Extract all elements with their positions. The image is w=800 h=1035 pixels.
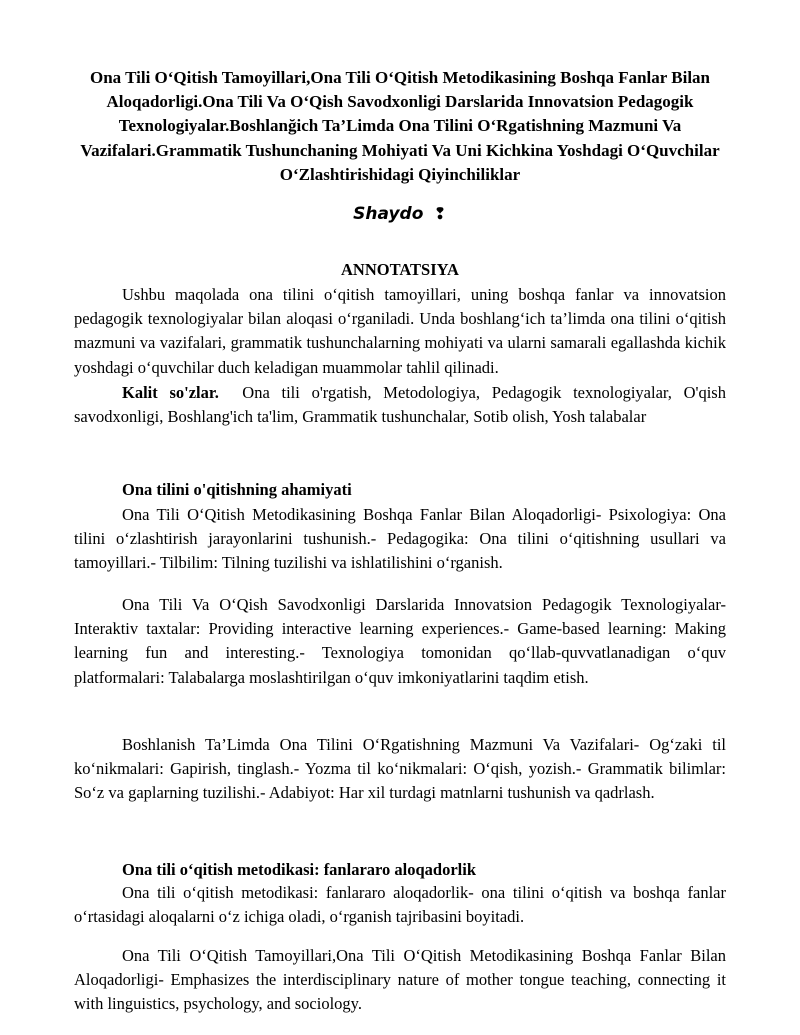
section1-paragraph-1: Ona Tili O‘Qitish Metodikasining Boshqa Fanlar Bilan Aloqadorligi- Psixologiya: Ona tilini o‘zlashtirish jarayonlarini tushunish.- Pedagogika: Ona tilini o‘qitishning usullari va tamoyillari.- Tilbilim: Tilning tuzilishi va ishlatilishini o‘rganish. — [74, 505, 726, 573]
section-heading-methodology: Ona tili o‘qitish metodikasi: fanlararo aloqadorlik — [122, 860, 477, 879]
section1-paragraph-2: Ona Tili Va O‘Qish Savodxonligi Darslarida Innovatsion Pedagogik Texnologiyalar- Interaktiv taxtalar: Providing interactive learning experiences.- Game-based learning: Making learning fun and interesting.- Texnologiya tomonidan qo‘llab-quvvatlanadigan o‘quv platformalari: Talabalarga moslashtirilgan o‘quv imkoniyatlarini taqdim etish. — [74, 595, 726, 687]
keywords-paragraph — [74, 381, 726, 429]
annotation-text: Ushbu maqolada ona tilini o‘qitish tamoyillari, uning boshqa fanlar va innovatsion pedagogik texnologiyalar bilan aloqasi o‘rganiladi. Unda boshlang‘ich ta’limda ona tilini o‘qitish mazmuni va vazifalari, grammatik tushunchalarning mohiyati va ularni samarali egallashda kichik yoshdagi o‘quvchilar duch keladigan muammolar tahlil qilinadi. — [74, 285, 726, 377]
author-line — [74, 204, 726, 224]
section2-paragraph-1: Ona tili o‘qitish metodikasi: fanlararo aloqadorlik- ona tilini o‘qitish va boshqa fanlar o‘rtasidagi aloqalarni o‘z ichiga oladi, o‘rganish tajribasini boyitadi. — [74, 883, 726, 927]
keywords-text: Ona tili o'rgatish, Metodologiya, Pedagogik texnologiyalar, O'qish savodxonligi, Boshlang'ich ta'lim, Grammatik tushunchalar, Sotib olish, Yosh talabalar — [74, 383, 726, 427]
section-heading-importance: Ona tilini o'qitishning ahamiyati — [122, 480, 352, 499]
keywords-label: Kalit so'zlar. — [122, 383, 219, 402]
document-title: Ona Tili O‘Qitish Tamoyillari,Ona Tili O‘Qitish Metodikasining Boshqa Fanlar Bilan Aloqadorligi.Ona Tili Va O‘Qish Savodxonligi Darslarida Innovatsion Pedagogik Texnologiyalar.Boshlanğich Ta’Limda Ona Tilini O‘Rgatishning Mazmuni Va Vazifalari.Grammatik Tushunchaning Mohiyati Va Uni Kichkina Yoshdagi O‘Quvchilar O‘Zlashtirishidagi Qiyinchiliklar — [80, 68, 720, 184]
section1-paragraph-3: Boshlanish Ta’Limda Ona Tilini O‘Rgatishning Mazmuni Va Vazifalari- Og‘zaki til ko‘nikmalari: Gapirish, tinglash.- Yozma til ko‘nikmalari: O‘qish, yozish.- Grammatik bilimlar: So‘z va gaplarning tuzilishi.- Adabiyot: Har xil turdagi matnlarni tushunish va qadrlash. — [74, 735, 726, 803]
section2-paragraph-2: Ona Tili O‘Qitish Tamoyillari,Ona Tili O‘Qitish Metodikasining Boshqa Fanlar Bilan Aloqadorligi- Emphasizes the interdisciplinary nature of mother tongue teaching, connecting it with linguistics, psychology, and sociology. — [74, 946, 726, 1014]
annotation-heading: ANNOTATSIYA — [341, 260, 459, 279]
author-name: Shaydo — [353, 204, 424, 224]
author-mark-icon: ❢ — [433, 204, 447, 223]
